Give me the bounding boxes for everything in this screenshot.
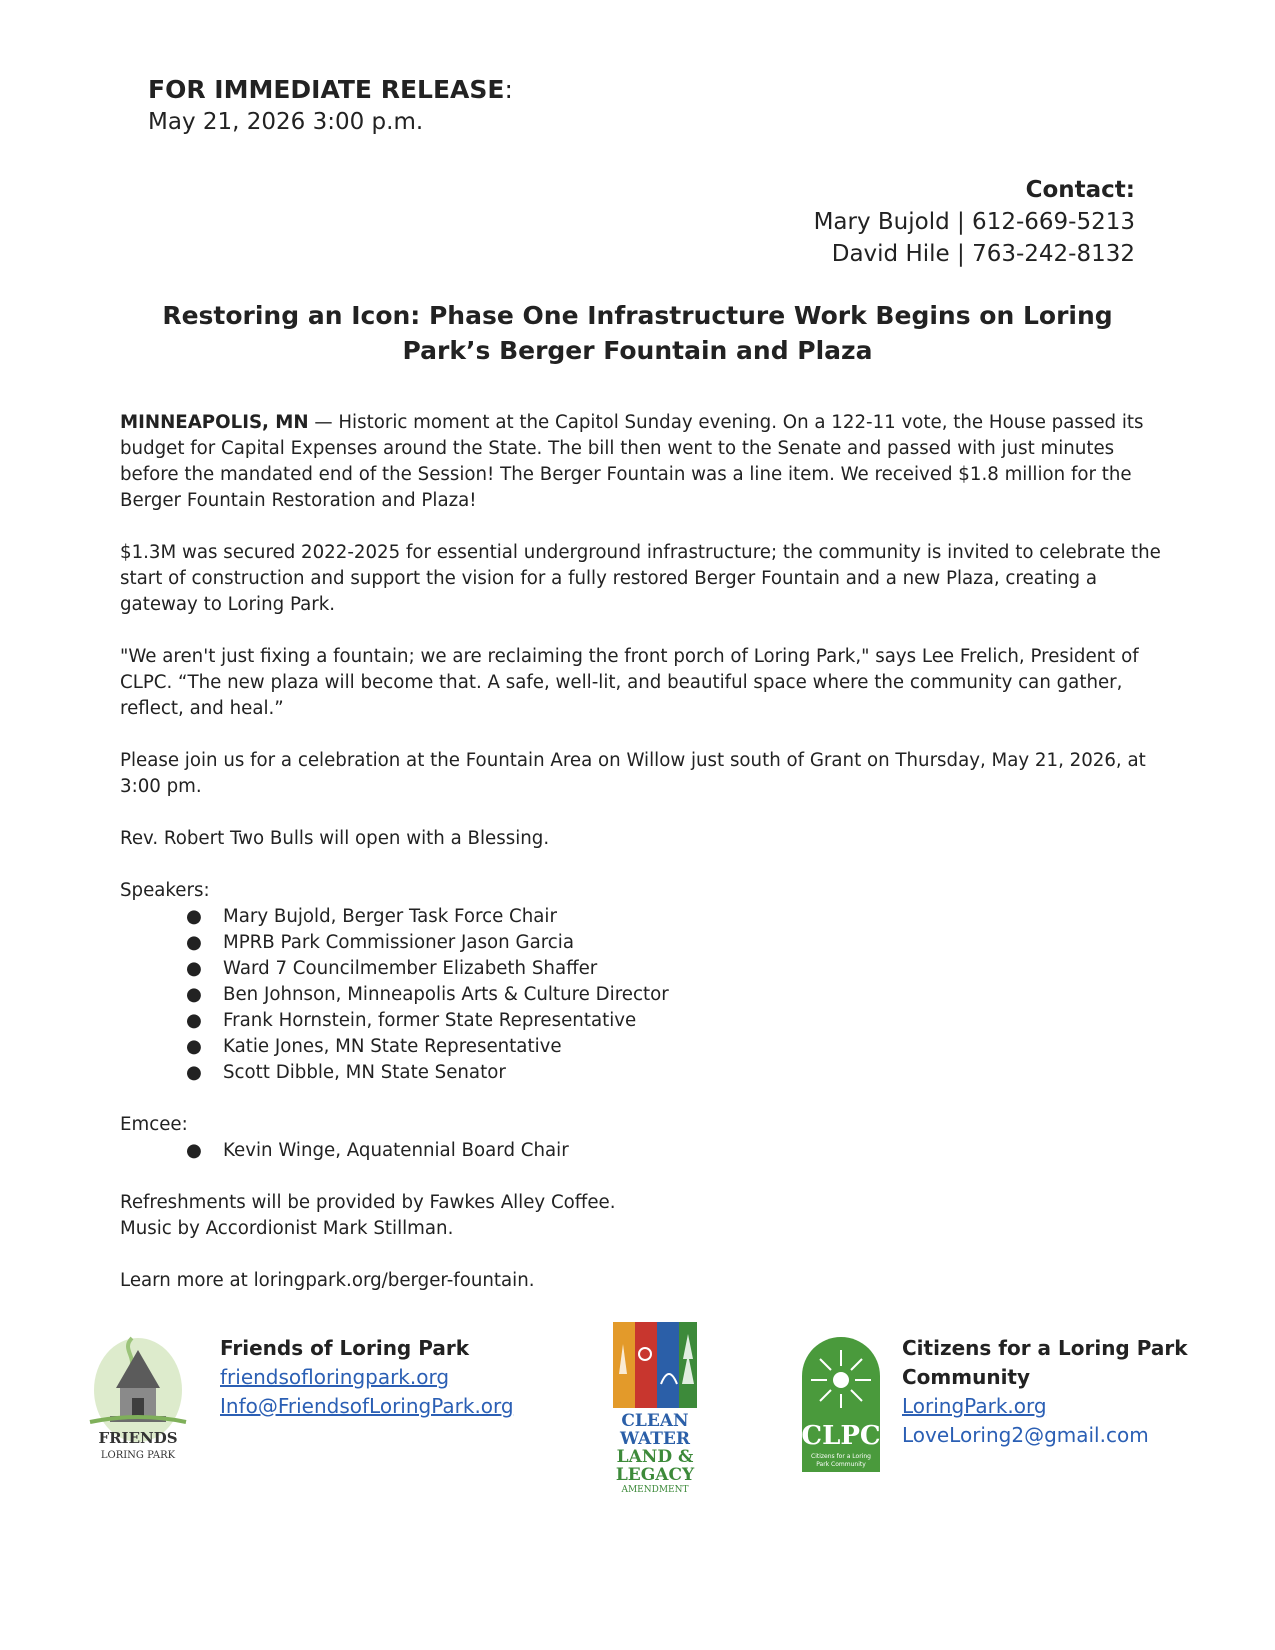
- clpc-email: LoveLoring2@gmail.com: [902, 1423, 1149, 1447]
- friends-email-link[interactable]: Info@FriendsofLoringPark.org: [220, 1394, 514, 1418]
- logo-text: Citizens for a Loring: [811, 1453, 871, 1460]
- release-date: May 21, 2026 3:00 p.m.: [148, 109, 424, 135]
- speaker-name: Katie Jones, MN State Representative: [223, 1036, 562, 1057]
- list-item: [120, 904, 1165, 930]
- bullet-icon: ●: [186, 906, 202, 927]
- list-item: [120, 1008, 1165, 1034]
- friends-org-info: [220, 1334, 514, 1421]
- emcee-list: [120, 1138, 1165, 1164]
- emcee-label: Emcee:: [120, 1114, 188, 1135]
- speakers-list: [120, 904, 1165, 1086]
- logo-text: FRIENDS: [98, 1429, 178, 1447]
- clpc-logo: [800, 1336, 882, 1474]
- list-item: [120, 1060, 1165, 1086]
- headline-line: Park’s Berger Fountain and Plaza: [402, 336, 873, 365]
- paragraph-funding: $1.3M was secured 2022-2025 for essential underground infrastructure; the community is invited to celebrate the start of construction and support the vision for a fully restored Berger Fountain and a new Plaza, creating a gateway to Loring Park.: [120, 542, 1161, 615]
- logo-text: AMENDMENT: [621, 1485, 689, 1494]
- list-item: [120, 956, 1165, 982]
- headline-line: Restoring an Icon: Phase One Infrastructure Work Begins on Loring: [162, 301, 1113, 330]
- bullet-icon: ●: [186, 1010, 202, 1031]
- paragraph-text: — Historic moment at the Capitol Sunday evening. On a 122-11 vote, the House passed its budget for Capital Expenses around the State. The bill then went to the Senate and passed with just minutes before the mandated end of the Session! The Berger Fountain was a line item. We received $1.8 million for the Berger Fountain Restoration and Plaza!: [120, 412, 1144, 511]
- footer: [0, 1320, 1275, 1520]
- bullet-icon: ●: [186, 958, 202, 979]
- dateline: MINNEAPOLIS, MN: [120, 412, 309, 433]
- org-name: Community: [902, 1365, 1031, 1389]
- release-block: [148, 74, 513, 138]
- emcee-name: Kevin Winge, Aquatennial Board Chair: [223, 1140, 569, 1161]
- logo-text: Park Community: [816, 1461, 866, 1468]
- release-title: FOR IMMEDIATE RELEASE: [148, 75, 505, 104]
- paragraph-invitation: Please join us for a celebration at the Fountain Area on Willow just south of Grant on Thursday, May 21, 2026, at 3:00 pm.: [120, 750, 1146, 797]
- list-item: [120, 1138, 1165, 1164]
- learn-more-text: Learn more at loringpark.org/berger-fountain.: [120, 1270, 535, 1291]
- list-item: [120, 930, 1165, 956]
- speaker-name: Ward 7 Councilmember Elizabeth Shaffer: [223, 958, 598, 979]
- speaker-name: Ben Johnson, Minneapolis Arts & Culture Director: [223, 984, 669, 1005]
- speakers-label: Speakers:: [120, 880, 210, 901]
- paragraph-quote: "We aren't just fixing a fountain; we are reclaiming the front porch of Loring Park," says Lee Frelich, President of CLPC. “The new plaza will become that. A safe, well-lit, and beautiful space where the community can gather, reflect, and heal.”: [120, 646, 1139, 719]
- clean-water-land-legacy-logo: [605, 1314, 703, 1494]
- contact-label: Contact:: [1025, 177, 1135, 203]
- friends-of-loring-park-logo: [82, 1328, 194, 1468]
- headline: [120, 298, 1155, 368]
- release-colon: :: [504, 75, 513, 104]
- contact-block: [814, 174, 1135, 270]
- bullet-icon: ●: [186, 984, 202, 1005]
- contact-line: David Hile | 763-242-8132: [831, 241, 1135, 267]
- logo-text: WATER: [619, 1429, 691, 1449]
- friends-website-link[interactable]: friendsofloringpark.org: [220, 1365, 450, 1389]
- logo-text: LEGACY: [615, 1465, 695, 1485]
- contact-line: Mary Bujold | 612-669-5213: [813, 209, 1135, 235]
- logo-text: LAND &: [616, 1447, 694, 1467]
- paragraph-blessing: Rev. Robert Two Bulls will open with a Blessing.: [120, 828, 550, 849]
- clpc-website-link[interactable]: LoringPark.org: [902, 1394, 1047, 1418]
- bullet-icon: ●: [186, 932, 202, 953]
- release-body: [120, 410, 1165, 1320]
- logo-text: CLEAN: [621, 1411, 689, 1431]
- clpc-org-info: [902, 1334, 1222, 1450]
- org-name: Friends of Loring Park: [220, 1336, 469, 1360]
- speaker-name: Frank Hornstein, former State Representative: [223, 1010, 637, 1031]
- list-item: [120, 1034, 1165, 1060]
- bullet-icon: ●: [186, 1140, 202, 1161]
- org-name: Citizens for a Loring Park: [902, 1336, 1188, 1360]
- paragraph-intro: [120, 410, 1165, 514]
- speaker-name: Scott Dibble, MN State Senator: [223, 1062, 506, 1083]
- list-item: [120, 982, 1165, 1008]
- speaker-name: Mary Bujold, Berger Task Force Chair: [223, 906, 557, 927]
- music-text: Music by Accordionist Mark Stillman.: [120, 1218, 454, 1239]
- speaker-name: MPRB Park Commissioner Jason Garcia: [223, 932, 574, 953]
- refreshments-text: Refreshments will be provided by Fawkes Alley Coffee.: [120, 1192, 616, 1213]
- logo-text: LORING PARK: [100, 1450, 176, 1461]
- logo-text: CLPC: [801, 1421, 881, 1451]
- bullet-icon: ●: [186, 1062, 202, 1083]
- bullet-icon: ●: [186, 1036, 202, 1057]
